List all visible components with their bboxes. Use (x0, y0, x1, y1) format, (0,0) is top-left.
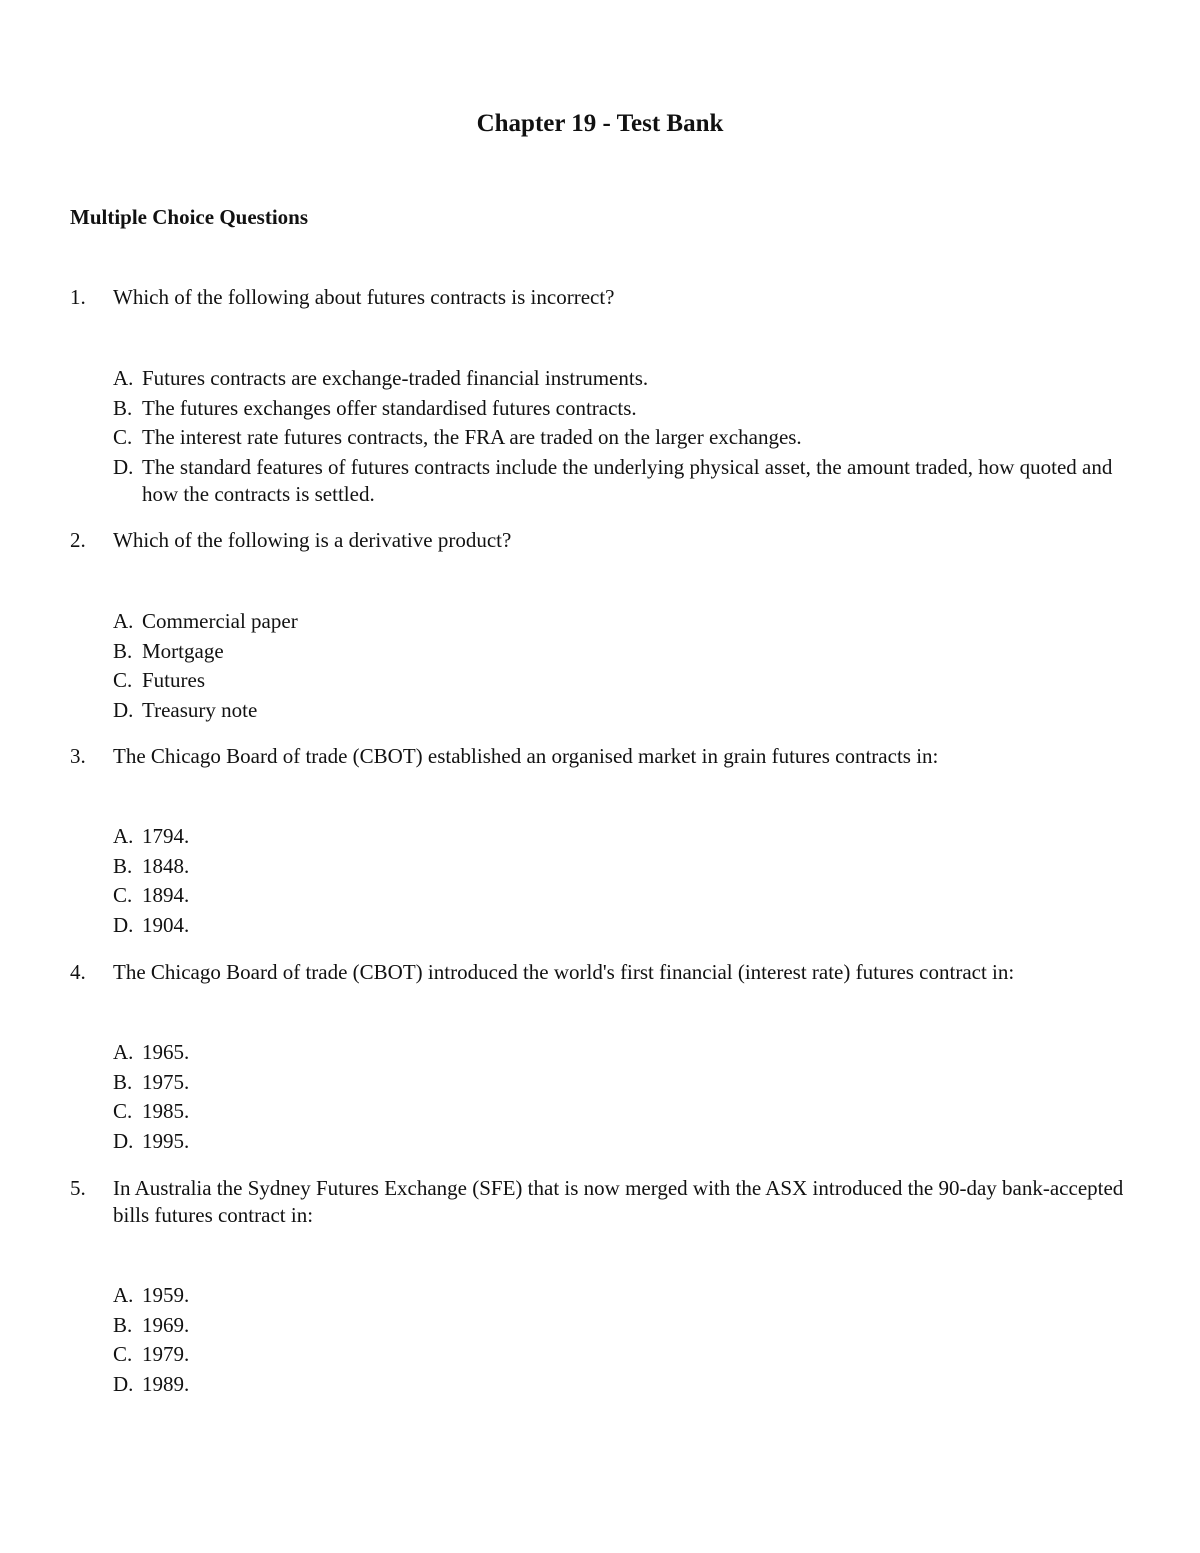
option-b (113, 853, 1130, 880)
option-c (113, 424, 1130, 451)
option-text: Futures (142, 668, 205, 692)
question-text: The Chicago Board of trade (CBOT) established an organised market in grain futures contracts in: (113, 744, 939, 768)
option-list (113, 365, 1130, 508)
option-text: Commercial paper (142, 609, 298, 633)
option-c (113, 1098, 1130, 1125)
question-5 (70, 1175, 1130, 1400)
question-stem (70, 1175, 1130, 1229)
option-letter: A. (113, 1040, 134, 1064)
option-a (113, 823, 1130, 850)
option-d (113, 697, 1130, 724)
question-4 (70, 959, 1130, 1157)
question-number: 2. (70, 528, 86, 552)
option-b (113, 1069, 1130, 1096)
option-letter: D. (113, 697, 134, 722)
option-d (113, 1128, 1130, 1155)
option-d (113, 454, 1130, 508)
question-stem (70, 527, 1130, 554)
option-letter: B. (113, 395, 133, 420)
option-d (113, 1371, 1130, 1398)
option-letter: B. (113, 638, 133, 663)
question-3 (70, 743, 1130, 941)
page-title: Chapter 19 - Test Bank (476, 110, 724, 137)
option-text: Futures contracts are exchange-traded financial instruments. (142, 366, 649, 390)
option-letter: D. (113, 454, 134, 479)
option-text: 1904. (142, 912, 190, 937)
option-a (113, 1282, 1130, 1309)
option-letter: C. (113, 1099, 133, 1123)
option-letter: C. (113, 425, 133, 449)
option-letter: D. (113, 1371, 134, 1396)
option-text: The futures exchanges offer standardised futures contracts. (142, 395, 637, 420)
option-b (113, 1312, 1130, 1339)
option-text: 1989. (142, 1371, 190, 1396)
question-number: 1. (70, 285, 86, 309)
option-text: 1794. (142, 824, 190, 848)
option-text: 1975. (142, 1069, 190, 1094)
option-text: Mortgage (142, 638, 224, 663)
option-text: The interest rate futures contracts, the FRA are traded on the larger exchanges. (142, 425, 802, 449)
option-letter: D. (113, 1128, 134, 1153)
option-letter: B. (113, 1312, 133, 1337)
option-letter: B. (113, 1069, 133, 1094)
question-stem (70, 743, 1130, 770)
option-letter: C. (113, 1342, 133, 1366)
option-letter: B. (113, 853, 133, 878)
option-text: 1959. (142, 1283, 190, 1307)
option-a (113, 365, 1130, 392)
question-text: The Chicago Board of trade (CBOT) introduced the world's first financial (interest rate) futures contract in: (113, 960, 1015, 984)
option-letter: D. (113, 912, 134, 937)
option-text: 1979. (142, 1342, 190, 1366)
option-text: 1969. (142, 1312, 190, 1337)
question-number: 4. (70, 960, 86, 984)
option-d (113, 912, 1130, 939)
option-text: Treasury note (142, 697, 258, 722)
option-list (113, 1039, 1130, 1155)
option-letter: C. (113, 883, 133, 907)
option-letter: A. (113, 1283, 134, 1307)
option-a (113, 1039, 1130, 1066)
option-b (113, 638, 1130, 665)
option-list (113, 608, 1130, 724)
question-1 (70, 284, 1130, 510)
option-letter: C. (113, 668, 133, 692)
option-text: 1894. (142, 883, 190, 907)
question-number: 5. (70, 1176, 86, 1200)
question-text: Which of the following about futures contracts is incorrect? (113, 285, 615, 309)
option-b (113, 395, 1130, 422)
question-stem (70, 284, 1130, 311)
option-list (113, 823, 1130, 939)
option-letter: A. (113, 609, 134, 633)
question-2 (70, 527, 1130, 726)
option-list (113, 1282, 1130, 1398)
option-letter: A. (113, 824, 134, 848)
option-text: 1848. (142, 853, 190, 878)
option-text: 1985. (142, 1099, 190, 1123)
option-text: 1965. (142, 1040, 190, 1064)
option-c (113, 882, 1130, 909)
question-number: 3. (70, 744, 86, 768)
question-text: In Australia the Sydney Futures Exchange (SFE) that is now merged with the ASX introduced the 90-day bank-accepted bills futures contract in: (113, 1176, 1129, 1227)
option-text: The standard features of futures contracts include the underlying physical asset, the amount traded, how quoted and how the contracts is settled. (142, 454, 1113, 506)
option-c (113, 667, 1130, 694)
option-c (113, 1341, 1130, 1368)
option-letter: A. (113, 366, 134, 390)
option-a (113, 608, 1130, 635)
question-text: Which of the following is a derivative product? (113, 528, 512, 552)
question-stem (70, 959, 1130, 986)
section-heading: Multiple Choice Questions (70, 205, 309, 229)
option-text: 1995. (142, 1128, 190, 1153)
